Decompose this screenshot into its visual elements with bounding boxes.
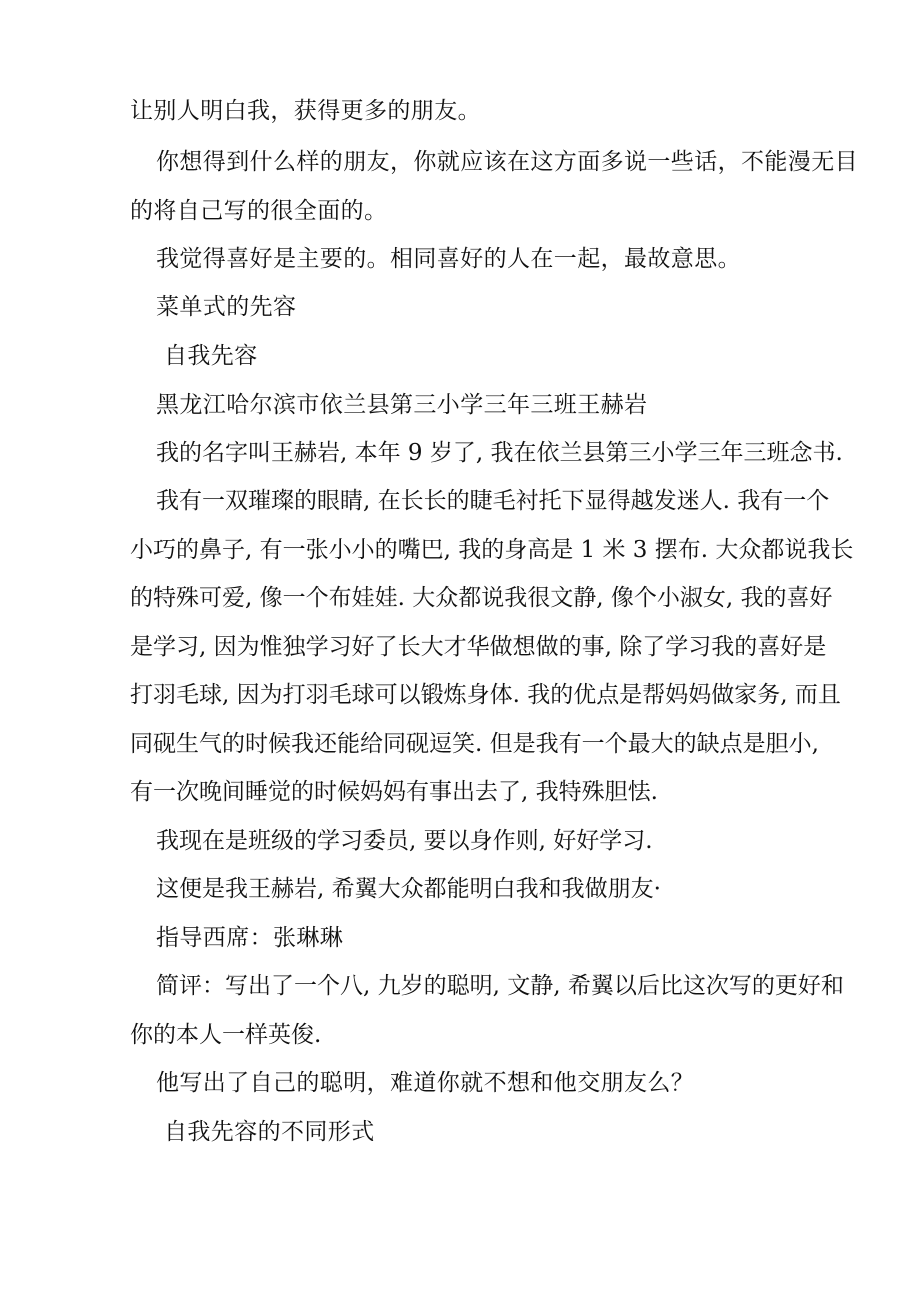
para-appearance-line-5: 打羽毛球, 因为打羽毛球可以锻炼身体. 我的优点是帮妈妈做家务, 而且	[130, 682, 841, 708]
para-appearance-line-4: 是学习, 因为惟独学习好了长大才华做想做的事, 除了学习我的喜好是	[130, 634, 827, 660]
para-review-line-1: 简评：写出了一个八, 九岁的聪明, 文静, 希翼以后比这次写的更好和	[156, 973, 844, 999]
para-hobbies-line-1: 我觉得喜好是主要的。相同喜好的人在一起，最故意思。	[156, 246, 741, 272]
para-name-age-line-1: 我的名字叫王赫岩, 本年 9 岁了, 我在依兰县第三小学三年三班念书.	[156, 440, 843, 466]
para-appearance-line-7: 有一次晚间睡觉的时候妈妈有事出去了, 我特殊胆怯.	[130, 779, 658, 805]
para-appearance-line-6: 同砚生气的时候我还能给同砚逗笑. 但是我有一个最大的缺点是胆小,	[130, 731, 819, 757]
para-this-is-me-line-1: 这便是我王赫岩, 希翼大众都能明白我和我做朋友·	[156, 876, 661, 902]
heading-different-forms: 自我先容的不同形式	[164, 1119, 375, 1145]
heading-menu-style: 菜单式的先容	[156, 294, 297, 320]
para-make-friends-line-1: 让别人明白我，获得更多的朋友。	[130, 98, 481, 124]
para-study-committee-line-1: 我现在是班级的学习委员, 要以身作则, 好好学习.	[156, 828, 653, 854]
author-line: 黑龙江哈尔滨市依兰县第三小学三年三班王赫岩	[156, 392, 648, 418]
para-appearance-line-2: 小巧的鼻子, 有一张小小的嘴巴, 我的身高是 1 米 3 摆布. 大众都说我长	[130, 537, 854, 563]
para-appearance-line-3: 的特殊可爱, 像一个布娃娃. 大众都说我很文静, 像个小淑女, 我的喜好	[130, 585, 833, 611]
para-what-friends-line-1: 你想得到什么样的朋友，你就应该在这方面多说一些话，不能漫无目	[156, 149, 858, 175]
para-what-friends-line-2: 的将自己写的很全面的。	[130, 198, 388, 224]
heading-self-intro: 自我先容	[164, 343, 258, 369]
para-review-line-2: 你的本人一样英俊.	[130, 1022, 322, 1048]
para-teacher-line-1: 指导西席：张琳琳	[156, 925, 344, 951]
para-closing-question-line-1: 他写出了自己的聪明，难道你就不想和他交朋友么？	[156, 1070, 695, 1096]
para-appearance-line-1: 我有一双璀璨的眼睛, 在长长的睫毛衬托下显得越发迷人. 我有一个	[156, 488, 830, 514]
